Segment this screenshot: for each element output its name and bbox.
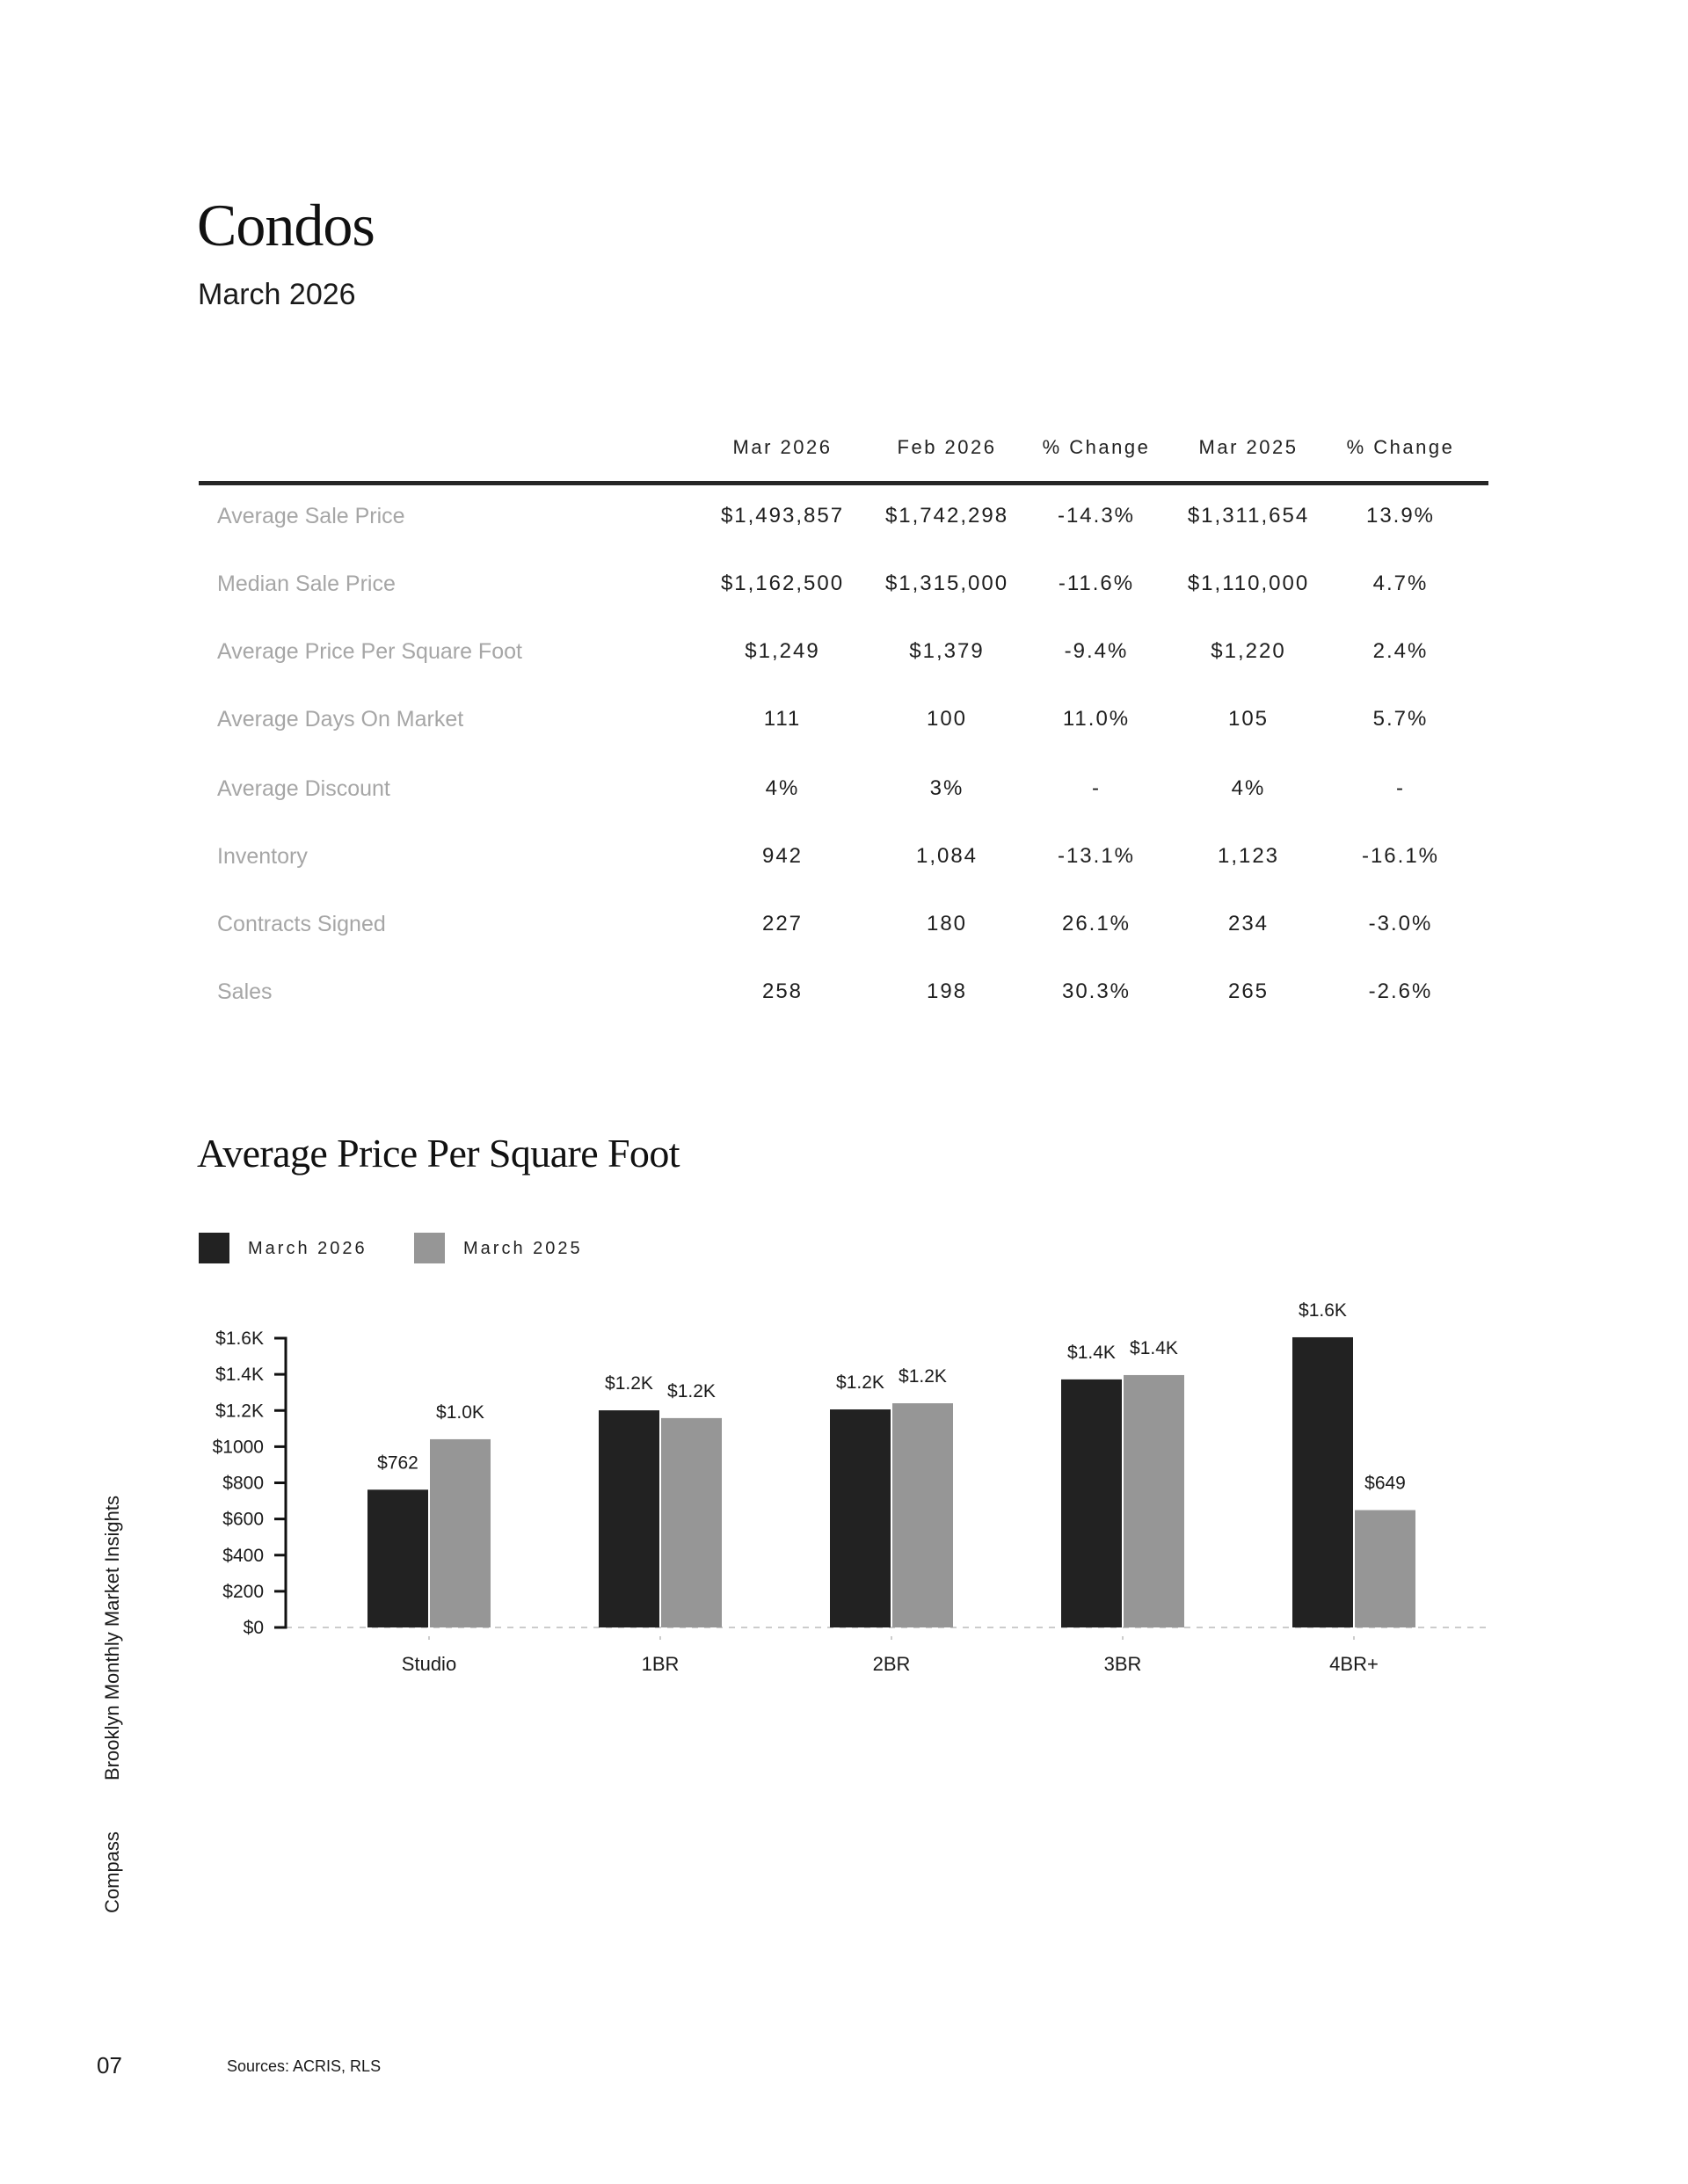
table-cell: -14.3% bbox=[1057, 504, 1136, 528]
y-tick-label: $1.4K bbox=[215, 1365, 264, 1386]
table-cell: - bbox=[1396, 776, 1405, 800]
legend-label-march-2025: March 2025 bbox=[463, 1239, 583, 1258]
table-cell: $1,110,000 bbox=[1187, 571, 1310, 595]
row-label: Inventory bbox=[217, 844, 308, 869]
table-cell: 100 bbox=[926, 707, 968, 731]
page-title: Condos bbox=[197, 192, 375, 258]
bar-value-label: $1.2K bbox=[605, 1373, 653, 1394]
table-cell: 1,084 bbox=[915, 844, 979, 868]
y-tick-label: $1.2K bbox=[215, 1401, 264, 1422]
table-cell: $1,379 bbox=[909, 639, 985, 663]
table-cell: -9.4% bbox=[1064, 639, 1129, 663]
column-header-mar-2025: Mar 2025 bbox=[1198, 436, 1299, 458]
table-cell: -16.1% bbox=[1361, 844, 1440, 868]
column-header-pct-change-month: % Change bbox=[1042, 436, 1151, 458]
table-cell: 4% bbox=[1231, 776, 1266, 800]
bar-value-label: $1.2K bbox=[667, 1380, 716, 1401]
x-category-label: 2BR bbox=[872, 1653, 911, 1675]
chart-title: Average Price Per Square Foot bbox=[197, 1131, 680, 1176]
bar-march-2026 bbox=[830, 1409, 891, 1627]
table-cell: 26.1% bbox=[1061, 912, 1131, 935]
table-cell: 1,123 bbox=[1217, 844, 1280, 868]
table-cell: 198 bbox=[926, 979, 968, 1003]
table-cell: 2.4% bbox=[1372, 639, 1429, 663]
bar-value-label: $1.4K bbox=[1067, 1342, 1116, 1363]
bar-value-label: $1.4K bbox=[1130, 1337, 1178, 1358]
side-publication-title: Brooklyn Monthly Market Insights bbox=[101, 1495, 123, 1780]
column-header-feb-2026: Feb 2026 bbox=[897, 436, 997, 458]
table-cell: -13.1% bbox=[1057, 844, 1136, 868]
table-cell: $1,315,000 bbox=[884, 571, 1009, 595]
x-category-label: 1BR bbox=[641, 1653, 680, 1675]
bar-value-label: $762 bbox=[377, 1452, 418, 1474]
table-cell: 3% bbox=[929, 776, 964, 800]
table-cell: 942 bbox=[761, 844, 804, 868]
y-tick-label: $0 bbox=[243, 1618, 264, 1638]
row-label: Sales bbox=[217, 979, 273, 1004]
x-category-label: Studio bbox=[401, 1653, 457, 1675]
table-cell: 265 bbox=[1227, 979, 1270, 1003]
row-label: Contracts Signed bbox=[217, 912, 386, 936]
bar-march-2025 bbox=[661, 1418, 722, 1627]
bar-value-label: $1.0K bbox=[436, 1401, 484, 1423]
legend-label-march-2026: March 2026 bbox=[248, 1239, 367, 1258]
table-cell: $1,311,654 bbox=[1187, 504, 1310, 528]
y-tick-label: $1.6K bbox=[215, 1329, 264, 1349]
bar-march-2026 bbox=[1292, 1337, 1353, 1627]
row-label: Average Days On Market bbox=[217, 707, 464, 732]
y-tick-label: $1000 bbox=[212, 1437, 264, 1458]
y-tick-label: $600 bbox=[222, 1509, 264, 1530]
bar-value-label: $649 bbox=[1364, 1473, 1406, 1494]
table-cell: -11.6% bbox=[1058, 571, 1135, 595]
table-cell: -3.0% bbox=[1368, 912, 1433, 935]
table-cell: $1,249 bbox=[745, 639, 820, 663]
bar-march-2025 bbox=[1124, 1375, 1184, 1627]
table-cell: 111 bbox=[763, 707, 802, 731]
y-tick-label: $400 bbox=[222, 1545, 264, 1566]
table-cell: 11.0% bbox=[1062, 707, 1131, 731]
side-brand-name: Compass bbox=[101, 1831, 123, 1913]
row-label: Median Sale Price bbox=[217, 571, 396, 596]
table-cell: 234 bbox=[1227, 912, 1270, 935]
row-label: Average Sale Price bbox=[217, 504, 405, 528]
table-cell: 180 bbox=[926, 912, 968, 935]
column-header-pct-change-year: % Change bbox=[1346, 436, 1455, 458]
table-cell: 30.3% bbox=[1061, 979, 1131, 1003]
bar-march-2025 bbox=[892, 1403, 953, 1627]
bar-value-label: $1.2K bbox=[836, 1372, 884, 1394]
bar-value-label: $1.2K bbox=[899, 1366, 947, 1387]
bar-march-2026 bbox=[599, 1410, 659, 1627]
bar-march-2025 bbox=[1355, 1511, 1415, 1627]
x-category-label: 3BR bbox=[1103, 1653, 1142, 1675]
table-cell: 227 bbox=[761, 912, 804, 935]
bar-value-label: $1.6K bbox=[1299, 1299, 1347, 1321]
bar-march-2025 bbox=[430, 1439, 491, 1627]
table-cell: 4.7% bbox=[1372, 571, 1429, 595]
table-cell: -2.6% bbox=[1368, 979, 1433, 1003]
table-cell: 13.9% bbox=[1365, 504, 1436, 528]
table-cell: $1,493,857 bbox=[720, 504, 845, 528]
sources-note: Sources: ACRIS, RLS bbox=[227, 2057, 382, 2075]
bar-march-2026 bbox=[1061, 1380, 1122, 1627]
table-cell: 4% bbox=[765, 776, 800, 800]
row-label: Average Discount bbox=[217, 776, 390, 801]
table-cell: $1,742,298 bbox=[884, 504, 1009, 528]
column-header-mar-2026: Mar 2026 bbox=[732, 436, 833, 458]
x-category-label: 4BR+ bbox=[1329, 1653, 1379, 1675]
y-tick-label: $200 bbox=[222, 1581, 264, 1602]
table-cell: 105 bbox=[1227, 707, 1270, 731]
table-cell: 258 bbox=[761, 979, 804, 1003]
row-label: Average Price Per Square Foot bbox=[217, 639, 522, 664]
bar-march-2026 bbox=[367, 1489, 428, 1627]
table-cell: 5.7% bbox=[1372, 707, 1429, 731]
page-number: 07 bbox=[97, 2052, 122, 2078]
table-cell: - bbox=[1092, 776, 1101, 800]
table-cell: $1,220 bbox=[1211, 639, 1286, 663]
table-cell: $1,162,500 bbox=[720, 571, 845, 595]
y-tick-label: $800 bbox=[222, 1473, 264, 1494]
page-subtitle: March 2026 bbox=[198, 278, 356, 311]
